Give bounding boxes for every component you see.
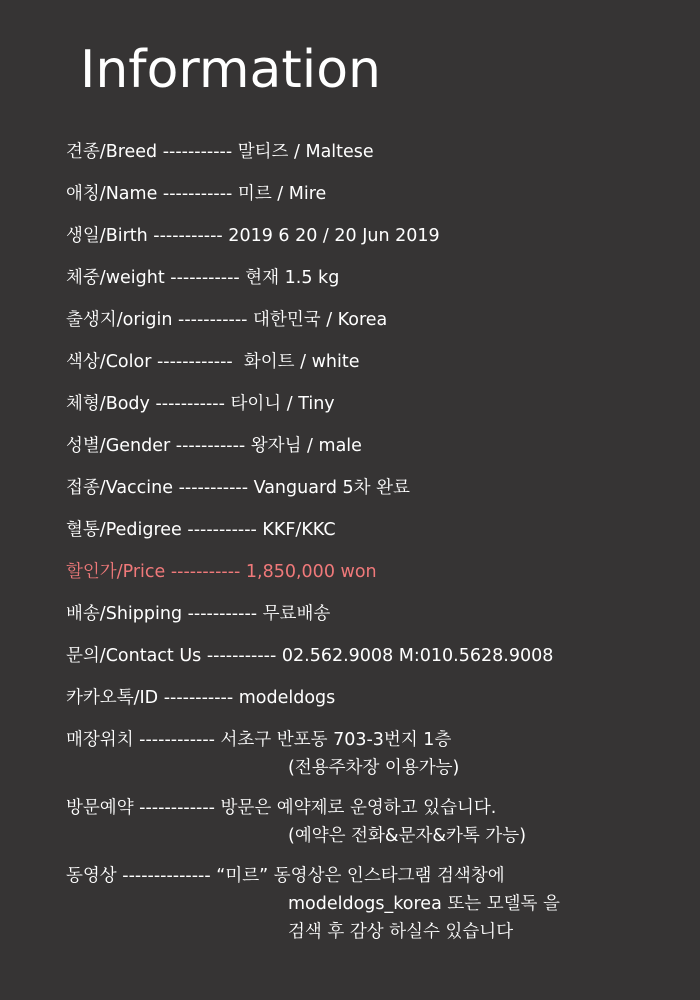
video-text-line3: 검색 후 감상 하실수 있습니다 [288,922,514,942]
location-label: 매장위치 ------------ [66,730,221,750]
row-breed: 견종/Breed ----------- 말티즈 / Maltese [66,142,374,162]
reservation-methods: (예약은 전화&문자&카톡 가능) [288,826,527,846]
row-color: 색상/Color ------------ 화이트 / white [66,352,360,372]
row-pedigree: 혈통/Pedigree ----------- KKF/KKC [66,520,336,540]
row-reservation [66,794,696,850]
video-label: 동영상 -------------- [66,866,217,886]
row-gender: 성별/Gender ----------- 왕자님 / male [66,436,362,456]
row-body: 체형/Body ----------- 타이니 / Tiny [66,394,335,414]
row-shipping: 배송/Shipping ----------- 무료배송 [66,604,331,624]
video-text-line1: “미르” 동영상은 인스타그램 검색창에 [216,866,505,886]
row-contact: 문의/Contact Us ----------- 02.562.9008 M:010.5628.9008 [66,646,554,666]
page-title: Information [80,40,382,100]
info-list [66,138,696,958]
reservation-text: 방문은 예약제로 운영하고 있습니다. [220,798,497,818]
row-video [66,862,696,946]
row-location [66,726,696,782]
row-origin: 출생지/origin ----------- 대한민국 / Korea [66,310,388,330]
row-price: 할인가/Price ----------- 1,850,000 won [66,562,377,582]
row-birth: 생일/Birth ----------- 2019 6 20 / 20 Jun 2019 [66,226,440,246]
reservation-label: 방문예약 ------------ [66,798,221,818]
location-parking: (전용주차장 이용가능) [288,758,460,778]
row-name: 애칭/Name ----------- 미르 / Mire [66,184,327,204]
location-address: 서초구 반포동 703-3번지 1층 [220,730,452,750]
row-vaccine: 접종/Vaccine ----------- Vanguard 5차 완료 [66,478,410,498]
video-text-line2: modeldogs_korea 또는 모델독 을 [288,894,560,914]
row-weight: 체중/weight ----------- 현재 1.5 kg [66,268,340,288]
row-kakao-id: 카카오톡/ID ----------- modeldogs [66,688,336,708]
